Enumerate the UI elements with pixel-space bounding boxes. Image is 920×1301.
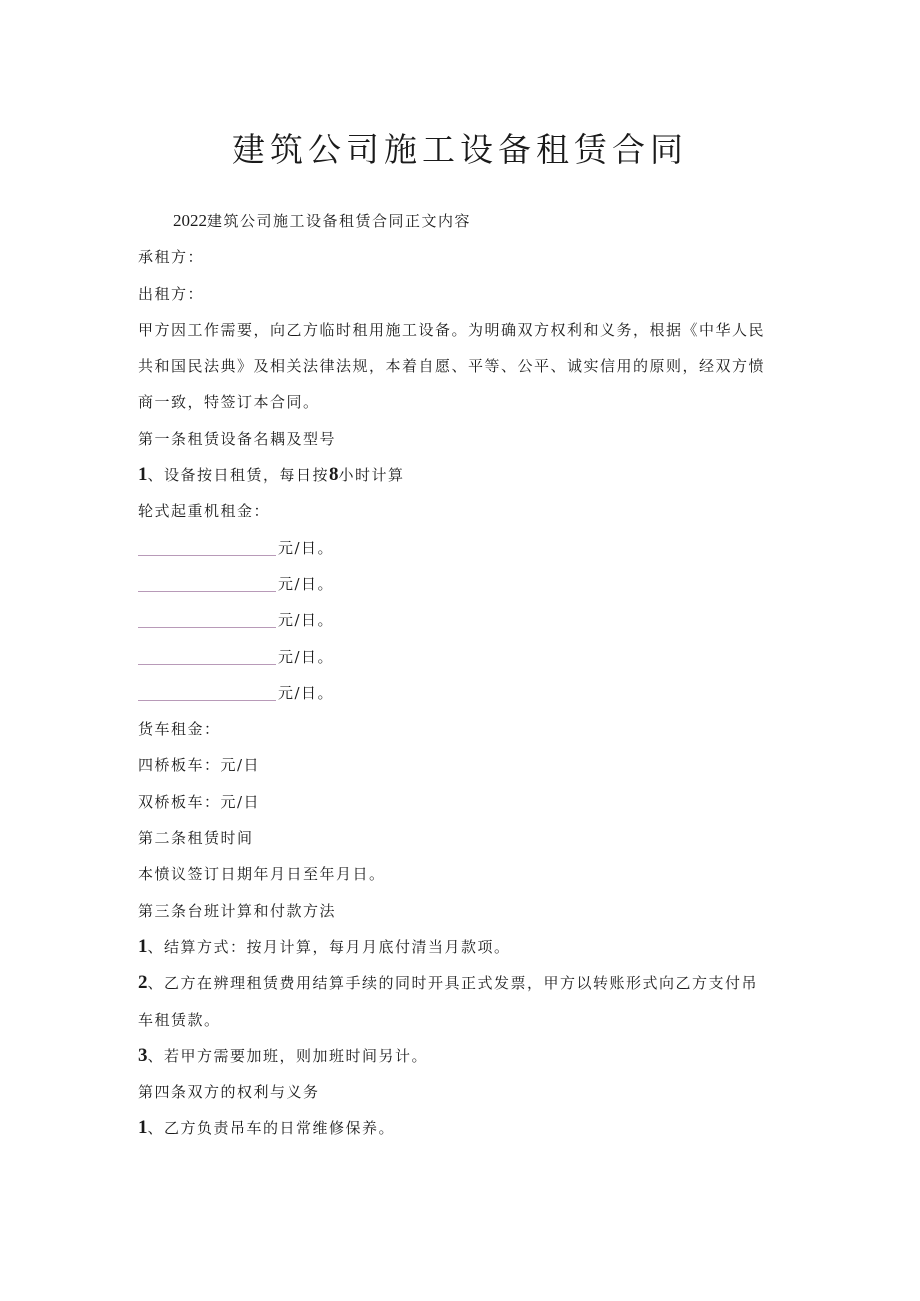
item-suffix: 小时计算	[338, 466, 405, 485]
item-number: 1	[138, 1117, 148, 1139]
crane-rate-line	[138, 639, 788, 675]
crane-rate-line	[138, 602, 788, 638]
article-3-item-2	[138, 965, 788, 1001]
intro-text: 建筑公司施工设备租赁合同正文内容	[207, 212, 472, 230]
blank-fill-line	[138, 663, 276, 665]
preamble-line-1: 甲方因工作需要，向乙方临时租用施工设备。为明确双方权利和义务，根据《中华人民	[138, 320, 766, 339]
item-text: 、设备按日租赁，每日按	[147, 466, 330, 485]
preamble-line-2: 共和国民法典》及相关法律法规，本着自愿、平等、公平、诚实信用的原则，经双方愤	[138, 357, 766, 376]
document-title: 建筑公司施工设备租赁合同	[232, 130, 688, 169]
blank-fill-line	[138, 554, 276, 556]
crane-rate-line	[138, 566, 788, 602]
item-number: 1	[138, 935, 148, 957]
item-number: 3	[138, 1044, 148, 1066]
blank-fill-line	[138, 590, 276, 592]
rate-unit: 元/日。	[278, 683, 335, 702]
item-text: 、乙方在辨理租赁费用结算手续的同时开具正式发票，甲方以转账形式向乙方支付吊	[147, 974, 759, 993]
intro-year: 2022	[173, 211, 207, 230]
item-number: 2	[138, 972, 148, 994]
article-3-item-1	[138, 929, 788, 965]
truck-double-bridge: 双桥板车：元/日	[138, 792, 261, 811]
rate-unit: 元/日。	[278, 611, 335, 630]
article-2-title: 第二条租赁时间	[138, 829, 254, 848]
article-2-text: 本愤议签订日期年月日至年月日。	[138, 865, 386, 884]
article-3-item-3	[138, 1038, 788, 1074]
item-text: 、若甲方需要加班，则加班时间另计。	[147, 1046, 429, 1065]
hours-number: 8	[329, 464, 339, 486]
rate-unit: 元/日。	[278, 647, 335, 666]
article-3-title: 第三条台班计算和付款方法	[138, 901, 337, 920]
crane-rate-line	[138, 530, 788, 566]
truck-four-bridge: 四桥板车：元/日	[138, 756, 261, 775]
rate-unit: 元/日。	[278, 538, 335, 557]
lessor-label: 出租方：	[138, 284, 205, 303]
truck-rent-label: 货车租金：	[138, 720, 221, 739]
article-4-title: 第四条双方的权利与义务	[138, 1083, 320, 1102]
item-number: 1	[138, 464, 148, 486]
article-1-item-1	[138, 457, 788, 493]
rate-unit: 元/日。	[278, 574, 335, 593]
blank-fill-line	[138, 626, 276, 628]
document-body	[138, 203, 788, 1147]
preamble-line-3: 商一致，特签订本合同。	[138, 393, 320, 412]
blank-fill-line	[138, 699, 276, 701]
article-3-item-2-cont: 车租赁款。	[138, 1010, 221, 1029]
crane-rate-line	[138, 675, 788, 711]
item-text: 、结算方式：按月计算，每月月底付清当月款项。	[147, 937, 511, 956]
article-1-title: 第一条租赁设备名耦及型号	[138, 429, 337, 448]
intro-line	[138, 203, 788, 239]
crane-rent-label: 轮式起重机租金：	[138, 502, 271, 521]
item-text: 、乙方负责吊车的日常维修保养。	[147, 1119, 396, 1138]
lessee-label: 承租方：	[138, 248, 205, 267]
article-4-item-1	[138, 1110, 788, 1146]
